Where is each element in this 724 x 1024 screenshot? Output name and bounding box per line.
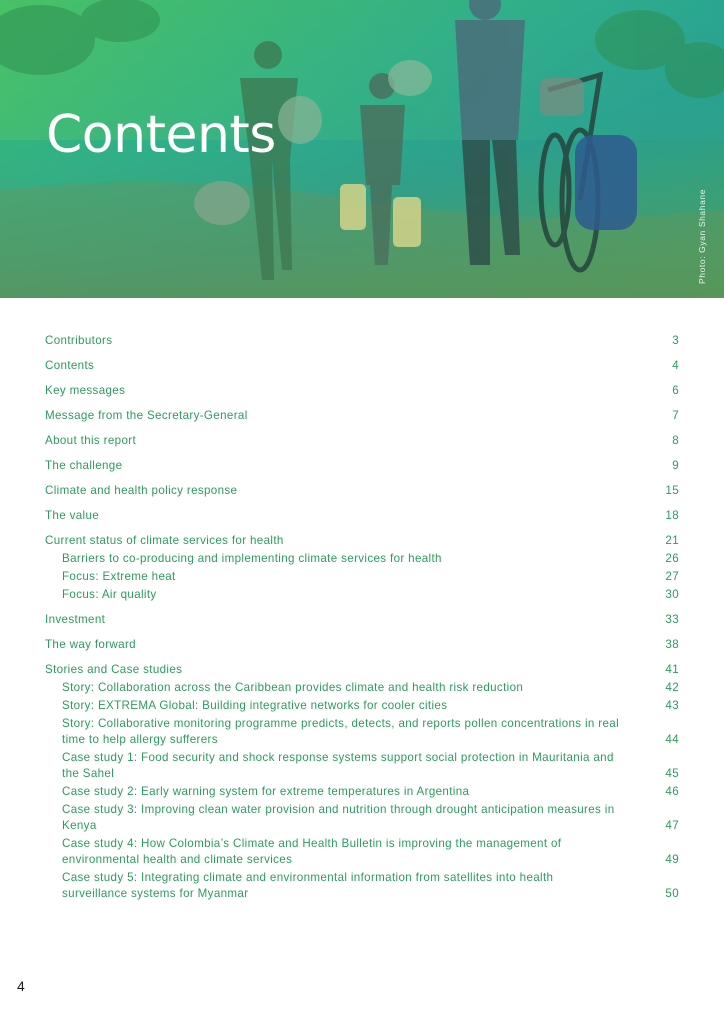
- toc-entry-page: 47: [665, 819, 679, 832]
- toc-entry-page: 33: [665, 613, 679, 626]
- toc-entry-label: Message from the Secretary-General: [45, 409, 248, 422]
- toc-entry-label: Story: Collaborative monitoring programme predicts, detects, and reports pollen concentrations in real time to help allergy sufferers: [62, 717, 620, 746]
- toc-entry-label: Case study 1: Food security and shock response systems support social protection in Mauritania and the Sahel: [62, 751, 614, 780]
- toc-entry-page: 43: [665, 699, 679, 712]
- toc-subentry[interactable]: [45, 680, 679, 696]
- toc-entry-page: 50: [665, 887, 679, 900]
- toc-subentry[interactable]: [45, 551, 679, 567]
- toc-entry-label: Current status of climate services for health: [45, 534, 284, 547]
- toc-entry-page: 18: [665, 509, 679, 522]
- toc-entry-page: 4: [672, 359, 679, 372]
- toc-entry[interactable]: [45, 612, 679, 628]
- toc-entry-label: Case study 3: Improving clean water provision and nutrition through drought anticipation measures in Kenya: [62, 803, 615, 832]
- toc-entry-label: Climate and health policy response: [45, 484, 238, 497]
- toc-entry[interactable]: [45, 408, 679, 424]
- toc-entry-page: 21: [665, 534, 679, 547]
- toc-entry-label: Case study 4: How Colombia’s Climate and Health Bulletin is improving the management of environmental health and climate services: [62, 837, 562, 866]
- toc-entry-label: Story: Collaboration across the Caribbean provides climate and health risk reduction: [62, 681, 524, 694]
- toc-entry-label: The value: [45, 509, 100, 522]
- toc-entry-label: Investment: [45, 613, 106, 626]
- toc-entry[interactable]: [45, 483, 679, 499]
- toc-entry-label: About this report: [45, 434, 137, 447]
- toc-entry-label: Contributors: [45, 334, 113, 347]
- toc-entry-label: Case study 5: Integrating climate and environmental information from satellites into health surveillance systems for Myanmar: [62, 871, 554, 900]
- toc-entry[interactable]: [45, 533, 679, 549]
- toc-subentry[interactable]: [45, 569, 679, 585]
- toc-subentry[interactable]: [45, 698, 679, 714]
- photo-credit: Photo: Gyan Shahane: [697, 188, 707, 284]
- toc-entry-page: 6: [672, 384, 679, 397]
- page-number: 4: [17, 978, 25, 994]
- toc-entry[interactable]: [45, 433, 679, 449]
- toc-entry-label: Stories and Case studies: [45, 663, 183, 676]
- toc-entry-page: 15: [665, 484, 679, 497]
- toc-entry[interactable]: [45, 383, 679, 399]
- toc-entry[interactable]: [45, 508, 679, 524]
- toc-entry[interactable]: [45, 662, 679, 678]
- toc-subentry[interactable]: [45, 836, 679, 868]
- toc-entry-label: The way forward: [45, 638, 136, 651]
- toc-entry-page: 7: [672, 409, 679, 422]
- page-title: Contents: [46, 105, 276, 165]
- toc-entry-page: 3: [672, 334, 679, 347]
- toc-entry[interactable]: [45, 637, 679, 653]
- toc-entry[interactable]: [45, 333, 679, 349]
- toc-entry-page: 46: [665, 785, 679, 798]
- toc-subentry[interactable]: [45, 802, 679, 834]
- toc-entry-label: Case study 2: Early warning system for extreme temperatures in Argentina: [62, 785, 470, 798]
- toc-entry-page: 27: [665, 570, 679, 583]
- toc-entry-page: 38: [665, 638, 679, 651]
- toc-entry-label: Focus: Extreme heat: [62, 570, 176, 583]
- toc-subentry[interactable]: [45, 870, 679, 902]
- toc-subentry[interactable]: [45, 716, 679, 748]
- table-of-contents: [45, 333, 679, 902]
- toc-entry-page: 8: [672, 434, 679, 447]
- toc-entry-label: Contents: [45, 359, 95, 372]
- toc-entry-page: 42: [665, 681, 679, 694]
- hero-photo-banner: [0, 0, 724, 298]
- toc-entry-page: 26: [665, 552, 679, 565]
- toc-entry-page: 9: [672, 459, 679, 472]
- toc-entry-label: Key messages: [45, 384, 126, 397]
- toc-entry-label: Focus: Air quality: [62, 588, 157, 601]
- toc-entry-page: 44: [665, 733, 679, 746]
- toc-entry-label: Barriers to co-producing and implementing climate services for health: [62, 552, 442, 565]
- toc-subentry[interactable]: [45, 587, 679, 603]
- toc-entry-page: 45: [665, 767, 679, 780]
- toc-entry-page: 49: [665, 853, 679, 866]
- toc-entry[interactable]: [45, 358, 679, 374]
- toc-entry[interactable]: [45, 458, 679, 474]
- toc-entry-page: 41: [665, 663, 679, 676]
- toc-entry-label: The challenge: [45, 459, 123, 472]
- toc-entry-page: 30: [665, 588, 679, 601]
- toc-subentry[interactable]: [45, 784, 679, 800]
- toc-subentry[interactable]: [45, 750, 679, 782]
- toc-entry-label: Story: EXTREMA Global: Building integrative networks for cooler cities: [62, 699, 448, 712]
